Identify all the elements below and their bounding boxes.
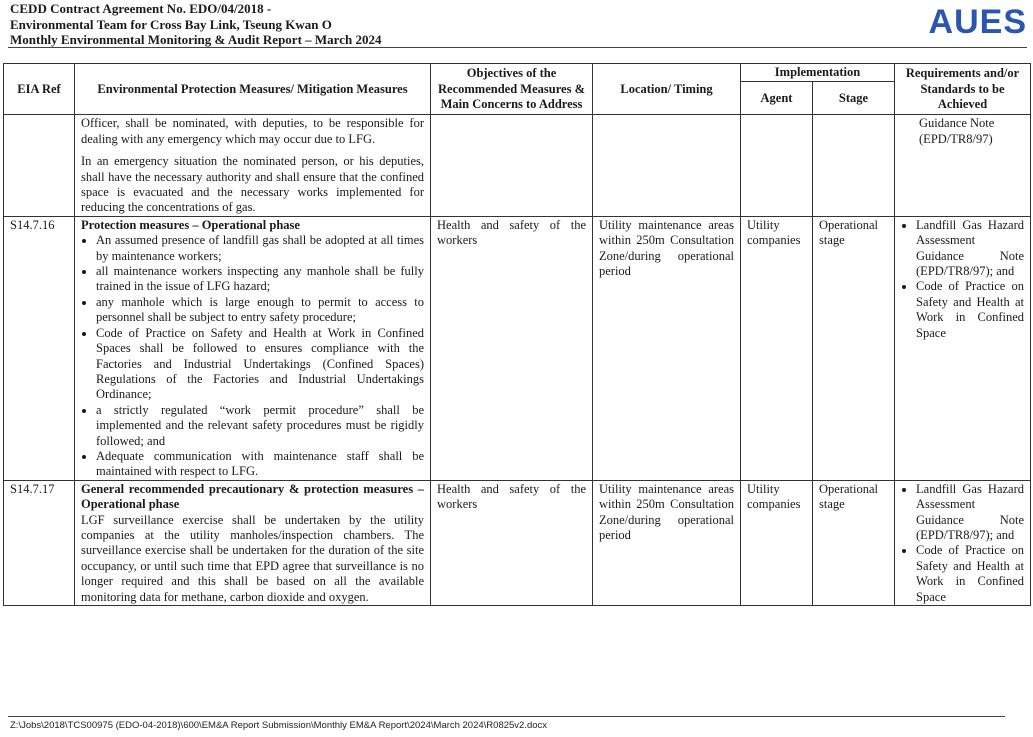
measure-title: Protection measures – Operational phase <box>81 217 300 232</box>
header-divider <box>8 47 1027 48</box>
measure-bullet-list <box>81 233 424 480</box>
header-agent: Agent <box>741 82 813 115</box>
cell-agent <box>741 115 813 216</box>
list-item: • Code of Practice on Safety and Health at Work in Confined Space <box>916 279 1024 341</box>
table-row <box>4 216 1031 480</box>
header-measures: Environmental Protection Measures/ Mitigation Measures <box>75 64 431 115</box>
requirement-text: Guidance Note (EPD/TR8/97) <box>919 116 995 146</box>
measure-body: LGF surveillance exercise shall be undertaken by the utility companies at the utility manholes/inspection chambers. The surveillance exercise shall be undertaken for the duration of the site occupancy, or until such time that EPD agree that surveillance is no longer required and this shall be based on all the available monitoring data for methane, carbon dioxide and oxygen. <box>81 512 424 604</box>
cell-ref: S14.7.16 <box>4 216 75 480</box>
cell-location: Utility maintenance areas within 250m Consultation Zone/during operational period <box>593 480 741 605</box>
cell-objectives: Health and safety of the workers <box>431 480 593 605</box>
footer-divider <box>8 716 1005 717</box>
list-item: • An assumed presence of landfill gas shall be adopted at all times by maintenance workers; <box>96 233 424 264</box>
report-header <box>10 1 381 48</box>
list-item: • any manhole which is large enough to permit to access to personnel shall be subject to entry safety procedure; <box>96 295 424 326</box>
team-line: Environmental Team for Cross Bay Link, Tseung Kwan O <box>10 16 332 32</box>
cell-measures <box>75 115 431 216</box>
requirements-list <box>901 482 1024 605</box>
list-item: • Code of Practice on Safety and Health at Work in Confined Spaces shall be followed to ensures compliance with the Factories and Industrial Undertakings (Confined Spaces) Regulations of the Factories and Industrial Undertakings Ordinance; <box>96 326 424 403</box>
contract-line: CEDD Contract Agreement No. EDO/04/2018 - <box>10 1 272 16</box>
report-title-line: Monthly Environmental Monitoring & Audit Report – March 2024 <box>10 32 382 47</box>
header-location: Location/ Timing <box>593 64 741 115</box>
table-row <box>4 480 1031 605</box>
table-row <box>4 115 1031 216</box>
aues-logo: AUES <box>928 3 1027 41</box>
cell-requirements <box>895 480 1031 605</box>
list-item: • all maintenance workers inspecting any manhole shall be fully trained in the issue of LFG hazard; <box>96 264 424 295</box>
cell-ref: S14.7.17 <box>4 480 75 605</box>
header-requirements: Requirements and/or Standards to be Achieved <box>895 64 1031 115</box>
list-item: • Adequate communication with maintenance staff shall be maintained with respect to LFG. <box>96 449 424 480</box>
cell-requirements <box>895 115 1031 216</box>
cell-requirements <box>895 216 1031 480</box>
list-item: • a strictly regulated “work permit procedure” shall be implemented and the relevant safety procedures must be rigidly followed; and <box>96 403 424 449</box>
header-stage: Stage <box>813 82 895 115</box>
cell-stage: Operational stage <box>813 216 895 480</box>
cell-agent: Utility companies <box>741 216 813 480</box>
list-item: • Landfill Gas Hazard Assessment Guidance Note (EPD/TR8/97); and <box>916 482 1024 544</box>
cell-agent: Utility companies <box>741 480 813 605</box>
paragraph: In an emergency situation the nominated person, or his deputies, shall have the necessary authority and shall ensure that the confined space is evacuated and the necessary works implemented for reducing the concentrations of gas. <box>81 154 424 215</box>
measure-title: General recommended precautionary & protection measures – Operational phase <box>81 481 424 512</box>
cell-measures <box>75 480 431 605</box>
list-item: • Code of Practice on Safety and Health at Work in Confined Space <box>916 543 1024 605</box>
paragraph: Officer, shall be nominated, with deputies, to be responsible for dealing with any emergency which may occur due to LFG. <box>81 116 424 146</box>
header-eia-ref: EIA Ref <box>4 64 75 115</box>
list-item: • Landfill Gas Hazard Assessment Guidance Note (EPD/TR8/97); and <box>916 218 1024 280</box>
header-implementation: Implementation <box>741 64 895 82</box>
cell-objectives: Health and safety of the workers <box>431 216 593 480</box>
requirements-list <box>901 218 1024 341</box>
cell-stage <box>813 115 895 216</box>
cell-location: Utility maintenance areas within 250m Consultation Zone/during operational period <box>593 216 741 480</box>
cell-ref <box>4 115 75 216</box>
cell-stage: Operational stage <box>813 480 895 605</box>
mitigation-measures-table <box>3 63 1031 606</box>
cell-objectives <box>431 115 593 216</box>
cell-measures <box>75 216 431 480</box>
header-objectives: Objectives of the Recommended Measures & Main Concerns to Address <box>431 64 593 115</box>
file-path-footer: Z:\Jobs\2018\TCS00975 (EDO-04-2018)\600\EM&A Report Submission\Monthly EM&A Report\2024\March 2024\R0825v2.docx <box>10 720 548 731</box>
cell-location <box>593 115 741 216</box>
